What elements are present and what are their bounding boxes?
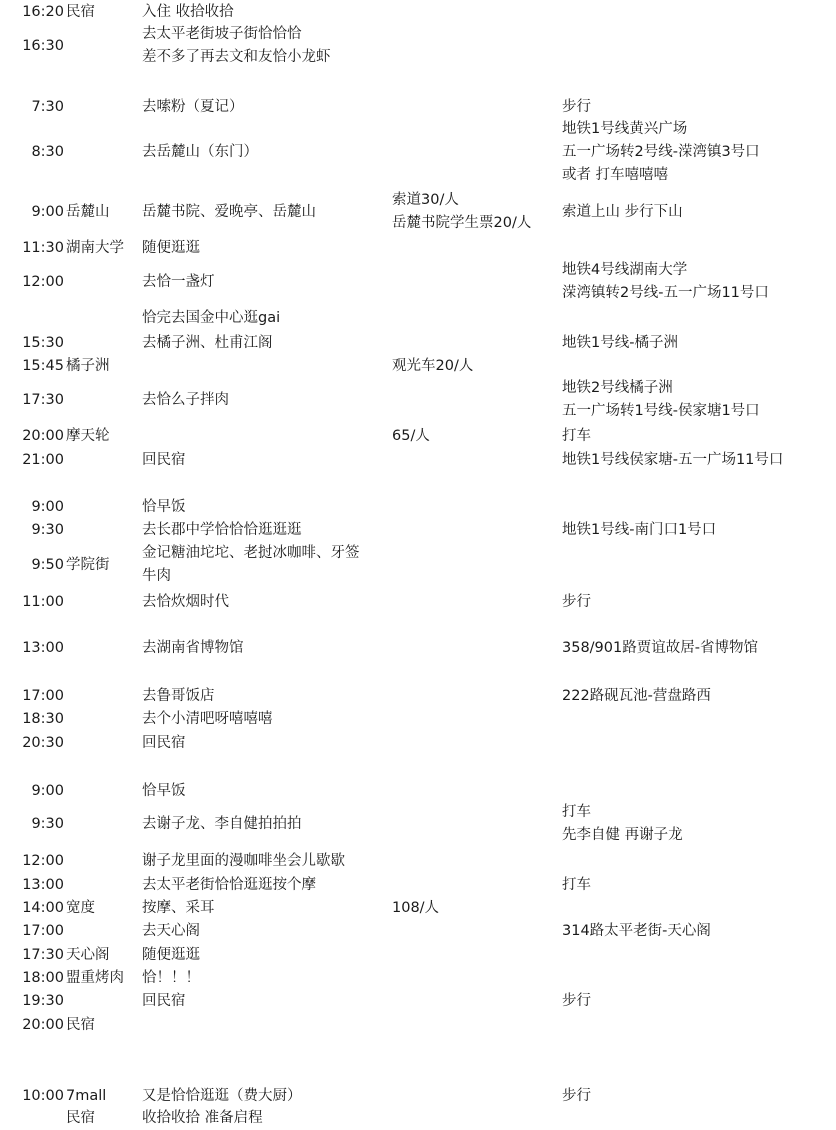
transport-line: 地铁1号线-南门口1号口 [562, 521, 717, 538]
time-cell: 15:30 [22, 334, 64, 351]
time-cell: 8:30 [31, 143, 64, 160]
cost-line: 108/人 [392, 899, 440, 916]
activity-line: 回民宿 [142, 992, 186, 1009]
transport-line: 地铁2号线橘子洲 [562, 380, 673, 396]
activity-line: 去嗦粉（夏记） [142, 98, 244, 115]
time-cell: 15:45 [22, 357, 64, 374]
activity-line: 去恰么子拌肉 [142, 391, 229, 408]
time-cell: 16:20 [22, 3, 64, 20]
activity-line: 去湖南省博物馆 [142, 639, 244, 656]
activity-line: 差不多了再去文和友恰小龙虾 [142, 49, 331, 65]
time-cell: 9:00 [31, 498, 64, 515]
activity-line: 去橘子洲、杜甫江阁 [142, 334, 273, 351]
transport-line: 314路太平老街-天心阁 [562, 922, 711, 939]
activity-line: 又是恰恰逛逛（费大厨） [142, 1087, 302, 1104]
time-cell: 13:00 [22, 639, 64, 656]
transport-line: 打车 [562, 804, 591, 820]
activity-line: 去恰炊烟时代 [142, 593, 229, 610]
activity-line: 岳麓书院、爱晚亭、岳麓山 [142, 203, 316, 220]
transport-line: 地铁1号线侯家塘-五一广场11号口 [562, 451, 784, 468]
transport-line: 步行 [562, 1087, 591, 1104]
time-cell: 20:30 [22, 734, 64, 751]
cost-line: 65/人 [392, 427, 430, 444]
activity-line: 恰完去国金中心逛gai [142, 309, 281, 326]
time-cell: 9:50 [31, 556, 64, 573]
time-cell: 20:00 [22, 1016, 64, 1033]
transport-line: 步行 [562, 593, 591, 610]
time-cell: 9:00 [31, 203, 64, 220]
place-cell: 民宿 [66, 1109, 95, 1126]
time-cell: 9:30 [31, 815, 64, 832]
place-cell: 湖南大学 [66, 239, 124, 256]
activity-line: 随便逛逛 [142, 946, 200, 963]
time-cell: 9:00 [31, 782, 64, 799]
activity-line: 去天心阁 [142, 922, 200, 939]
place-cell: 岳麓山 [66, 203, 110, 220]
cost-line: 索道30/人 [392, 192, 459, 208]
transport-line: 358/901路贾谊故居-省博物馆 [562, 639, 758, 656]
place-cell: 宽度 [66, 899, 95, 916]
transport-line: 索道上山 步行下山 [562, 203, 683, 220]
time-cell: 10:00 [22, 1087, 64, 1104]
transport-line: 五一广场转1号线-侯家塘1号口 [562, 403, 760, 419]
cost-line: 岳麓书院学生票20/人 [392, 215, 532, 231]
place-cell: 橘子洲 [66, 357, 110, 374]
place-cell: 7mall [66, 1087, 107, 1104]
activity-line: 回民宿 [142, 451, 186, 468]
time-cell: 7:30 [31, 98, 64, 115]
time-cell: 12:00 [22, 273, 64, 290]
time-cell: 18:00 [22, 969, 64, 986]
place-cell: 民宿 [66, 3, 95, 20]
time-cell: 21:00 [22, 451, 64, 468]
time-cell: 17:00 [22, 687, 64, 704]
transport-line: 地铁1号线黄兴广场 [562, 120, 688, 137]
time-cell: 20:00 [22, 427, 64, 444]
activity-line: 去恰一盏灯 [142, 273, 215, 290]
activity-line: 随便逛逛 [142, 239, 200, 256]
time-cell: 19:30 [22, 992, 64, 1009]
transport-line: 地铁1号线-橘子洲 [562, 334, 678, 351]
activity-line: 入住 收拾收拾 [142, 3, 234, 20]
place-cell: 民宿 [66, 1016, 95, 1033]
time-cell: 17:00 [22, 922, 64, 939]
place-cell: 摩天轮 [66, 427, 110, 444]
time-cell: 9:30 [31, 521, 64, 538]
activity-line: 去长郡中学恰恰恰逛逛逛 [142, 521, 302, 538]
activity-line: 恰！！！ [142, 969, 200, 986]
time-cell: 13:00 [22, 876, 64, 893]
transport-line: 打车 [562, 427, 591, 444]
time-cell: 14:00 [22, 899, 64, 916]
transport-line: 打车 [562, 876, 591, 893]
time-cell: 11:30 [22, 239, 64, 256]
transport-line: 先李自健 再谢子龙 [562, 827, 683, 843]
place-cell: 盟重烤肉 [66, 969, 124, 986]
time-cell: 17:30 [22, 391, 64, 408]
transport-line: 地铁4号线湖南大学 [562, 262, 688, 278]
time-cell: 16:30 [22, 37, 64, 54]
activity-line: 去个小清吧呀嘻嘻嘻 [142, 710, 273, 727]
time-cell: 18:30 [22, 710, 64, 727]
activity-line: 按摩、采耳 [142, 899, 215, 916]
transport-line: 溁湾镇转2号线-五一广场11号口 [562, 285, 769, 301]
activity-line: 谢子龙里面的漫咖啡坐会儿歇歇 [142, 852, 345, 869]
transport-line: 步行 [562, 98, 591, 115]
place-cell: 天心阁 [66, 946, 110, 963]
time-cell: 11:00 [22, 593, 64, 610]
activity-line: 去鲁哥饭店 [142, 687, 215, 704]
transport-line: 222路砚瓦池-营盘路西 [562, 687, 711, 704]
transport-line: 或者 打车嘻嘻嘻 [562, 166, 669, 183]
place-cell: 学院街 [66, 556, 110, 573]
activity-line: 收拾收拾 准备启程 [142, 1109, 263, 1126]
time-cell: 12:00 [22, 852, 64, 869]
activity-line: 去太平老街坡子街恰恰恰 [142, 26, 302, 42]
activity-line: 去岳麓山（东门） [142, 143, 258, 160]
cost-line: 观光车20/人 [392, 357, 474, 374]
activity-line: 恰早饭 [142, 782, 186, 799]
activity-line: 恰早饭 [142, 498, 186, 515]
transport-line: 五一广场转2号线-溁湾镇3号口 [562, 143, 760, 160]
activity-line: 金记糖油坨坨、老挝冰咖啡、牙签 [142, 545, 360, 561]
activity-line: 回民宿 [142, 734, 186, 751]
time-cell: 17:30 [22, 946, 64, 963]
activity-line: 牛肉 [142, 568, 171, 584]
transport-line: 步行 [562, 992, 591, 1009]
activity-line: 去谢子龙、李自健拍拍拍 [142, 815, 302, 832]
activity-line: 去太平老街恰恰逛逛按个摩 [142, 876, 316, 893]
